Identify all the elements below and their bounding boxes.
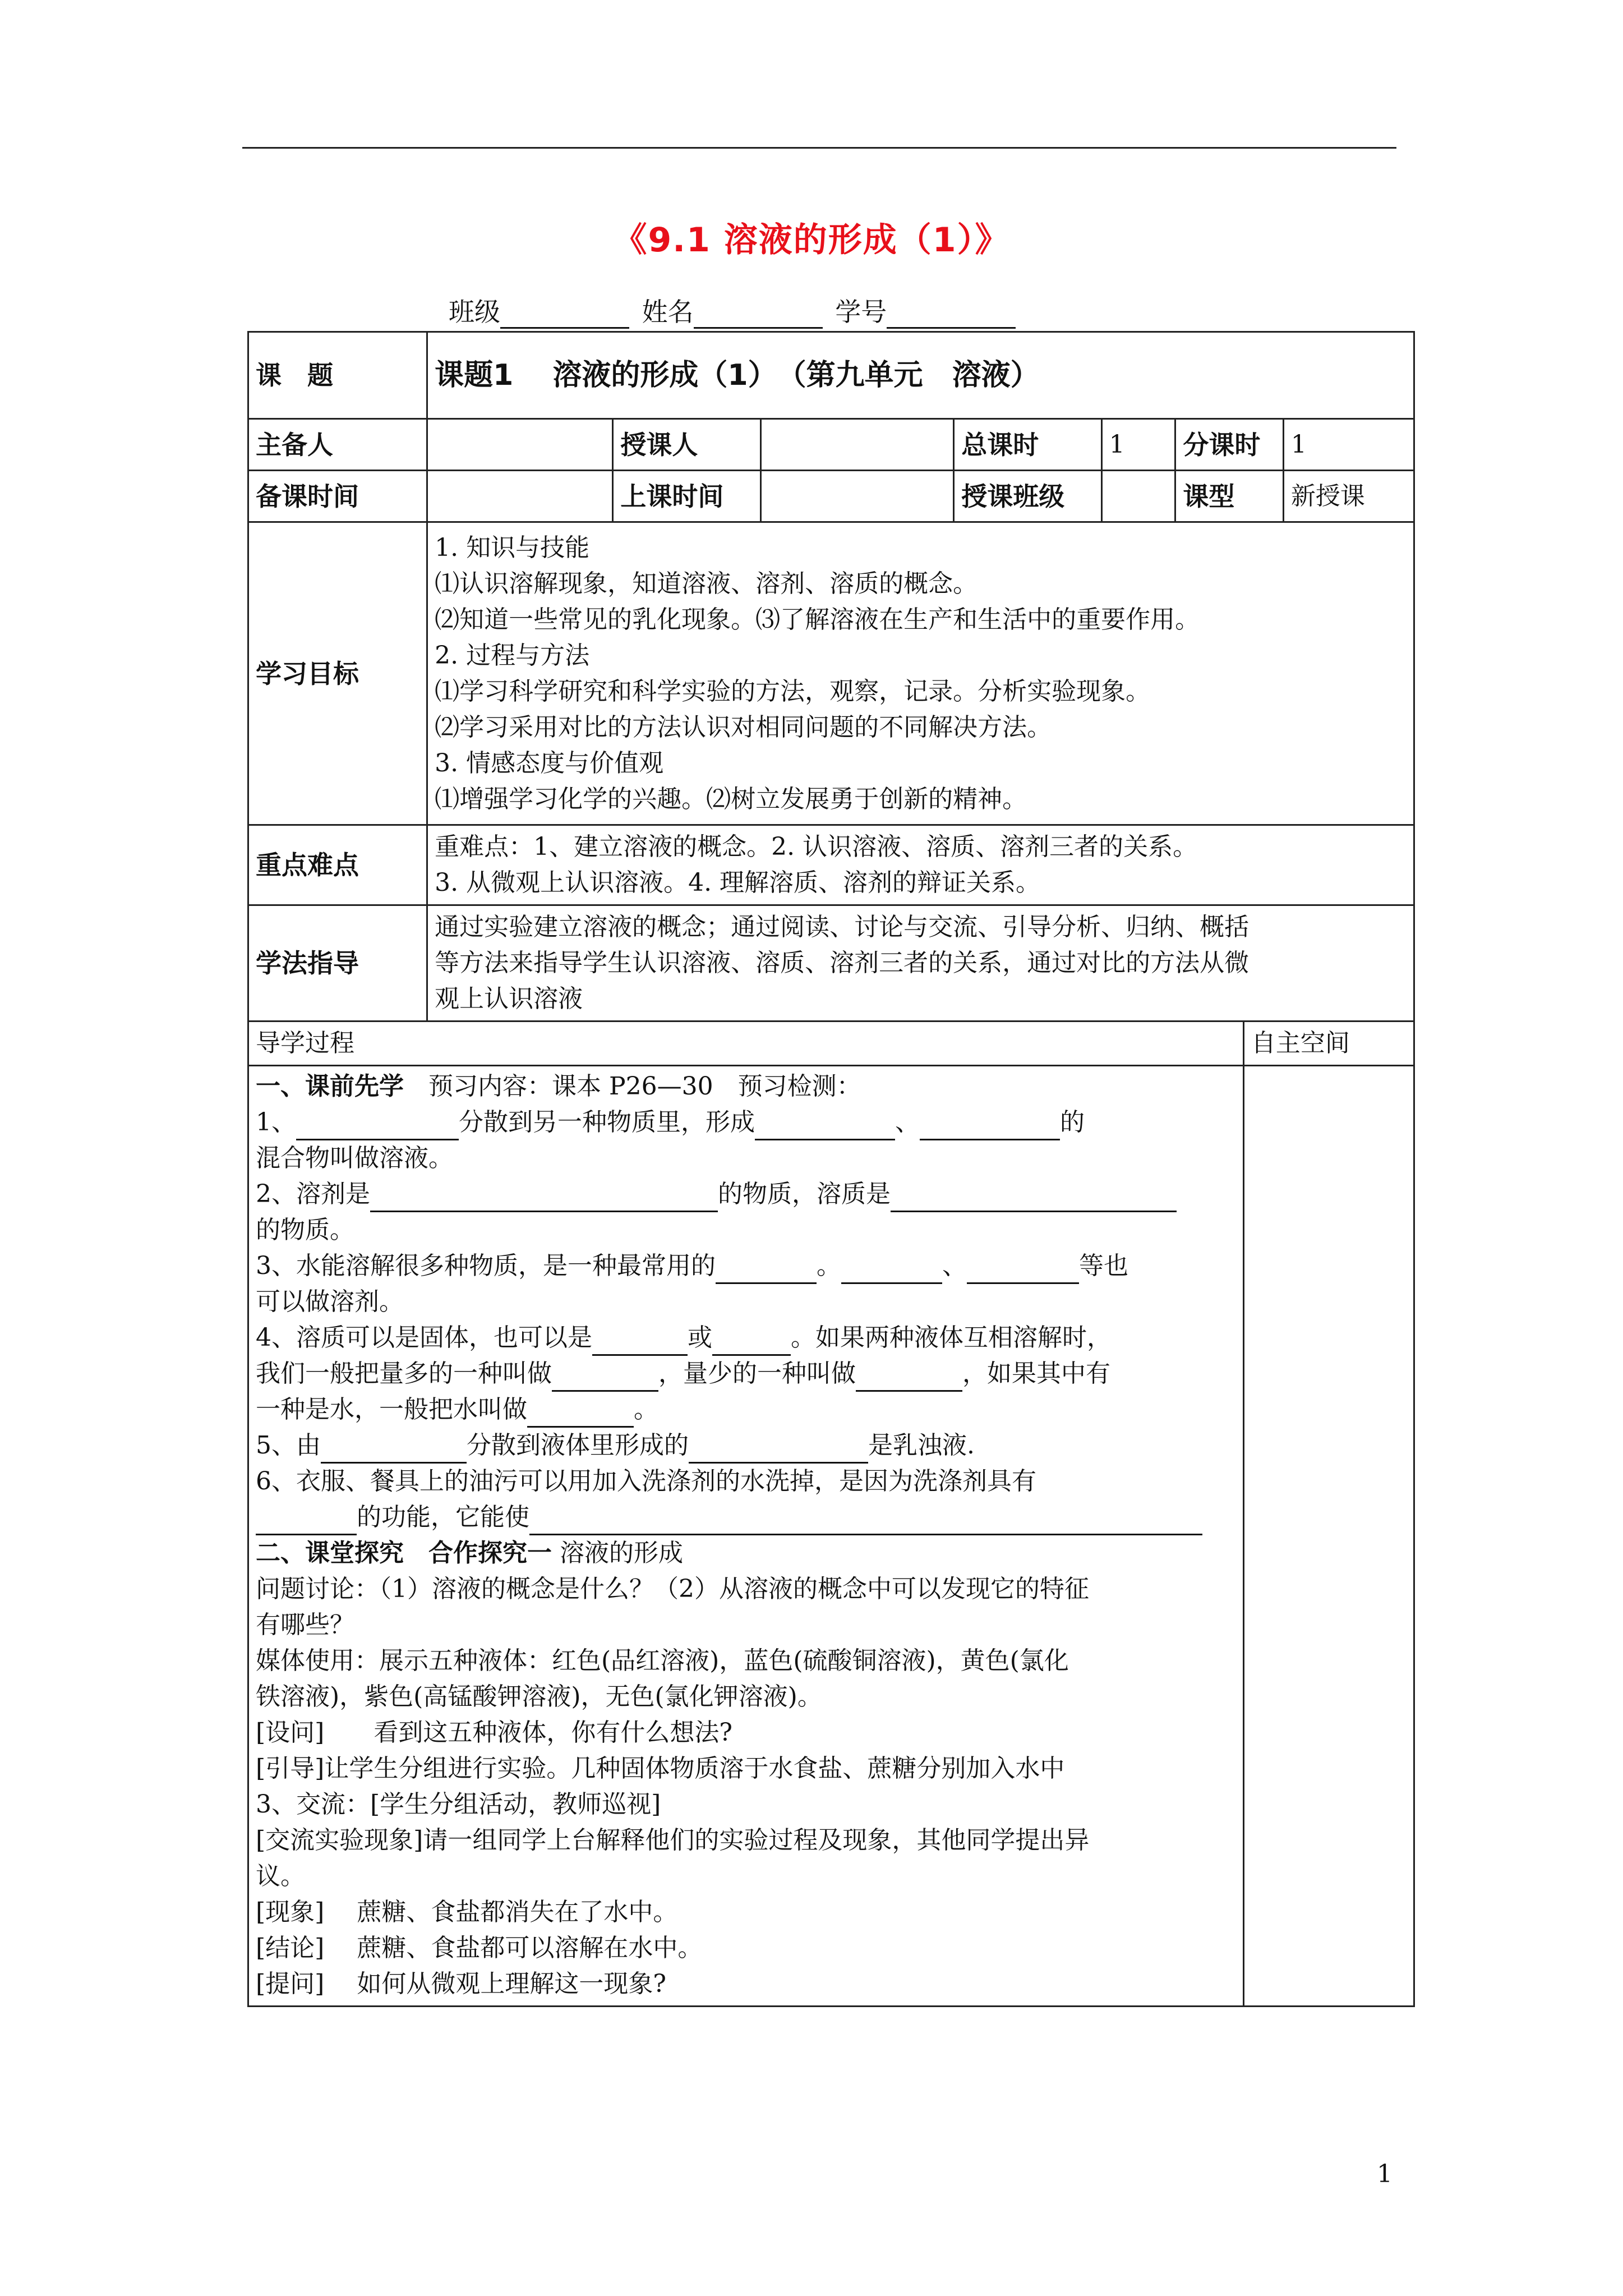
method-content [427, 905, 1414, 1022]
class-value [1101, 471, 1175, 522]
objective-line: ⑴增强学习化学的兴趣。⑵树立发展勇于创新的精神。 [435, 784, 1027, 813]
objective-line: 2. 过程与方法 [435, 641, 590, 670]
class-label: 班级 [449, 297, 500, 327]
process-line: [现象] 蔗糖、食盐都消失在了水中。 [256, 1898, 678, 1926]
process-line: 铁溶液)，紫色(高锰酸钾溶液)，无色(氯化钾溶液)。 [256, 1682, 822, 1711]
objective-line: ⑵学习采用对比的方法认识对相同问题的不同解决方法。 [435, 712, 1052, 742]
topic-value: 课题1 溶液的形成（1） （第九单元 溶液） [427, 332, 1414, 419]
process-content [248, 1066, 1244, 2007]
topic-label: 课 题 [248, 332, 427, 419]
fill-blank[interactable] [755, 1113, 895, 1140]
fill-blank[interactable] [552, 1364, 658, 1392]
fill-blank[interactable] [592, 1328, 688, 1356]
objective-line: 1. 知识与技能 [435, 533, 590, 562]
type-value: 新授课 [1283, 471, 1414, 522]
process-line: 问题讨论：（1）溶液的概念是什么？（2）从溶液的概念中可以发现它的特征 [256, 1575, 1089, 1603]
process-line: [提问] 如何从微观上理解这一现象? [256, 1970, 666, 1998]
space-label: 自主空间 [1243, 1022, 1414, 1066]
objectives-label: 学习目标 [248, 522, 427, 825]
total-hours-value: 1 [1101, 419, 1175, 471]
fill-blank[interactable] [856, 1364, 962, 1392]
process-line: 3、交流：[学生分组活动，教师巡视] [256, 1790, 661, 1819]
keypoints-content [427, 825, 1414, 905]
sub-hours-label: 分课时 [1175, 419, 1283, 471]
question-6-line: 6、衣服、餐具上的油污可以用加入洗涤剂的水洗掉，是因为洗涤剂具有 [256, 1467, 1036, 1496]
method-line: 等方法来指导学生认识溶液、溶质、溶剂三者的关系，通过对比的方法从微 [435, 949, 1249, 977]
fill-blank[interactable] [256, 1508, 357, 1535]
question-4-line-3: 一种是水，一般把水叫做 。 [256, 1392, 1236, 1428]
student-info-line [449, 292, 1016, 329]
fill-blank[interactable] [891, 1185, 1177, 1212]
fill-blank[interactable] [527, 1400, 634, 1428]
number-blank[interactable] [887, 302, 1016, 329]
page-number: 1 [1377, 2160, 1393, 2188]
number-label: 学号 [835, 297, 887, 327]
fill-blank[interactable] [920, 1113, 1060, 1140]
section-2-line [256, 1535, 1236, 1571]
teacher-value [760, 419, 953, 471]
objective-line: 3. 情感态度与价值观 [435, 748, 664, 777]
keypoint-line: 重难点：1、建立溶液的概念。2. 认识溶液、溶质、溶剂三者的关系。 [435, 832, 1198, 861]
question-4-line: 4、溶质可以是固体，也可以是 或 。如果两种液体互相溶解时， [256, 1320, 1236, 1356]
fill-blank[interactable] [370, 1185, 718, 1212]
prep-time-value [427, 471, 613, 522]
section-1-heading: 一、课前先学 [256, 1072, 404, 1101]
question-2-line: 2、溶剂是 的物质，溶质是 [256, 1176, 1236, 1212]
process-line: [结论] 蔗糖、食盐都可以溶解在水中。 [256, 1934, 703, 1962]
question-3-line: 3、水能溶解很多种物质，是一种最常用的 。 、 等也 [256, 1248, 1236, 1284]
question-1-line-2: 混合物叫做溶液。 [256, 1144, 453, 1172]
objective-line: ⑴学习科学研究和科学实验的方法，观察，记录。分析实验现象。 [435, 677, 1151, 706]
objective-line: ⑵知道一些常见的乳化现象。⑶了解溶液在生产和生活中的重要作用。 [435, 605, 1200, 634]
fill-blank[interactable] [321, 1436, 467, 1464]
fill-blank[interactable] [716, 1257, 817, 1284]
section-1-line [256, 1069, 1236, 1105]
teacher-label: 授课人 [613, 419, 760, 471]
fill-blank[interactable] [689, 1436, 868, 1464]
question-2-line-2: 的物质。 [256, 1216, 354, 1244]
class-label: 授课班级 [954, 471, 1101, 522]
fill-blank[interactable] [529, 1508, 1202, 1535]
total-hours-label: 总课时 [954, 419, 1101, 471]
keypoint-line: 3. 从微观上认识溶液。4. 理解溶质、溶剂的辩证关系。 [435, 868, 1041, 897]
fill-blank[interactable] [841, 1257, 942, 1284]
question-6-line-2: 的功能，它能使 [256, 1499, 1236, 1535]
document-title: 《9.1 溶液的形成（1）》 [613, 220, 1010, 260]
fill-blank[interactable] [967, 1257, 1079, 1284]
question-3-line-2: 可以做溶剂。 [256, 1287, 404, 1316]
fill-blank[interactable] [712, 1328, 791, 1356]
method-line: 观上认识溶液 [435, 984, 583, 1013]
header-rule [242, 147, 1396, 149]
name-blank[interactable] [694, 302, 823, 329]
type-label: 课型 [1175, 471, 1283, 522]
objective-line: ⑴认识溶解现象，知道溶液、溶剂、溶质的概念。 [435, 569, 978, 598]
class-time-label: 上课时间 [613, 471, 760, 522]
class-blank[interactable] [500, 302, 629, 329]
process-label: 导学过程 [248, 1022, 1244, 1066]
process-line: [交流实验现象]请一组同学上台解释他们的实验过程及现象，其他同学提出异 [256, 1826, 1090, 1855]
process-line: [设问] 看到这五种液体，你有什么想法? [256, 1718, 732, 1747]
question-5-line: 5、由 分散到液体里形成的 是乳浊液. [256, 1428, 1236, 1464]
sub-hours-value: 1 [1283, 419, 1414, 471]
question-1-line: 1、 分散到另一种物质里，形成 、 的 [256, 1105, 1236, 1140]
question-4-line-2: 我们一般把量多的一种叫做 ，量少的一种叫做 ，如果其中有 [256, 1356, 1236, 1392]
name-label: 姓名 [642, 297, 694, 327]
self-study-space[interactable] [1243, 1066, 1414, 2007]
keypoints-label: 重点难点 [248, 825, 427, 905]
process-line: 媒体使用：展示五种液体：红色(品红溶液)，蓝色(硫酸铜溶液)，黄色(氯化 [256, 1646, 1069, 1675]
method-line: 通过实验建立溶液的概念；通过阅读、讨论与交流、引导分析、归纳、概括 [435, 913, 1249, 941]
process-line: 有哪些？ [256, 1611, 354, 1639]
section-2-text: 溶液的形成 [552, 1539, 683, 1567]
objectives-content [427, 522, 1414, 825]
method-label: 学法指导 [248, 905, 427, 1022]
preparer-value [427, 419, 613, 471]
section-1-text: 预习内容：课本 P26—30 预习检测： [404, 1072, 861, 1101]
section-2-heading: 二、课堂探究 合作探究一 [256, 1539, 552, 1567]
fill-blank[interactable] [296, 1113, 459, 1140]
lesson-plan-table [247, 331, 1415, 2007]
process-line: [引导]让学生分组进行实验。几种固体物质溶于水食盐、蔗糖分别加入水中 [256, 1754, 1065, 1783]
prep-time-label: 备课时间 [248, 471, 427, 522]
preparer-label: 主备人 [248, 419, 427, 471]
process-line: 议。 [256, 1862, 305, 1890]
class-time-value [760, 471, 953, 522]
